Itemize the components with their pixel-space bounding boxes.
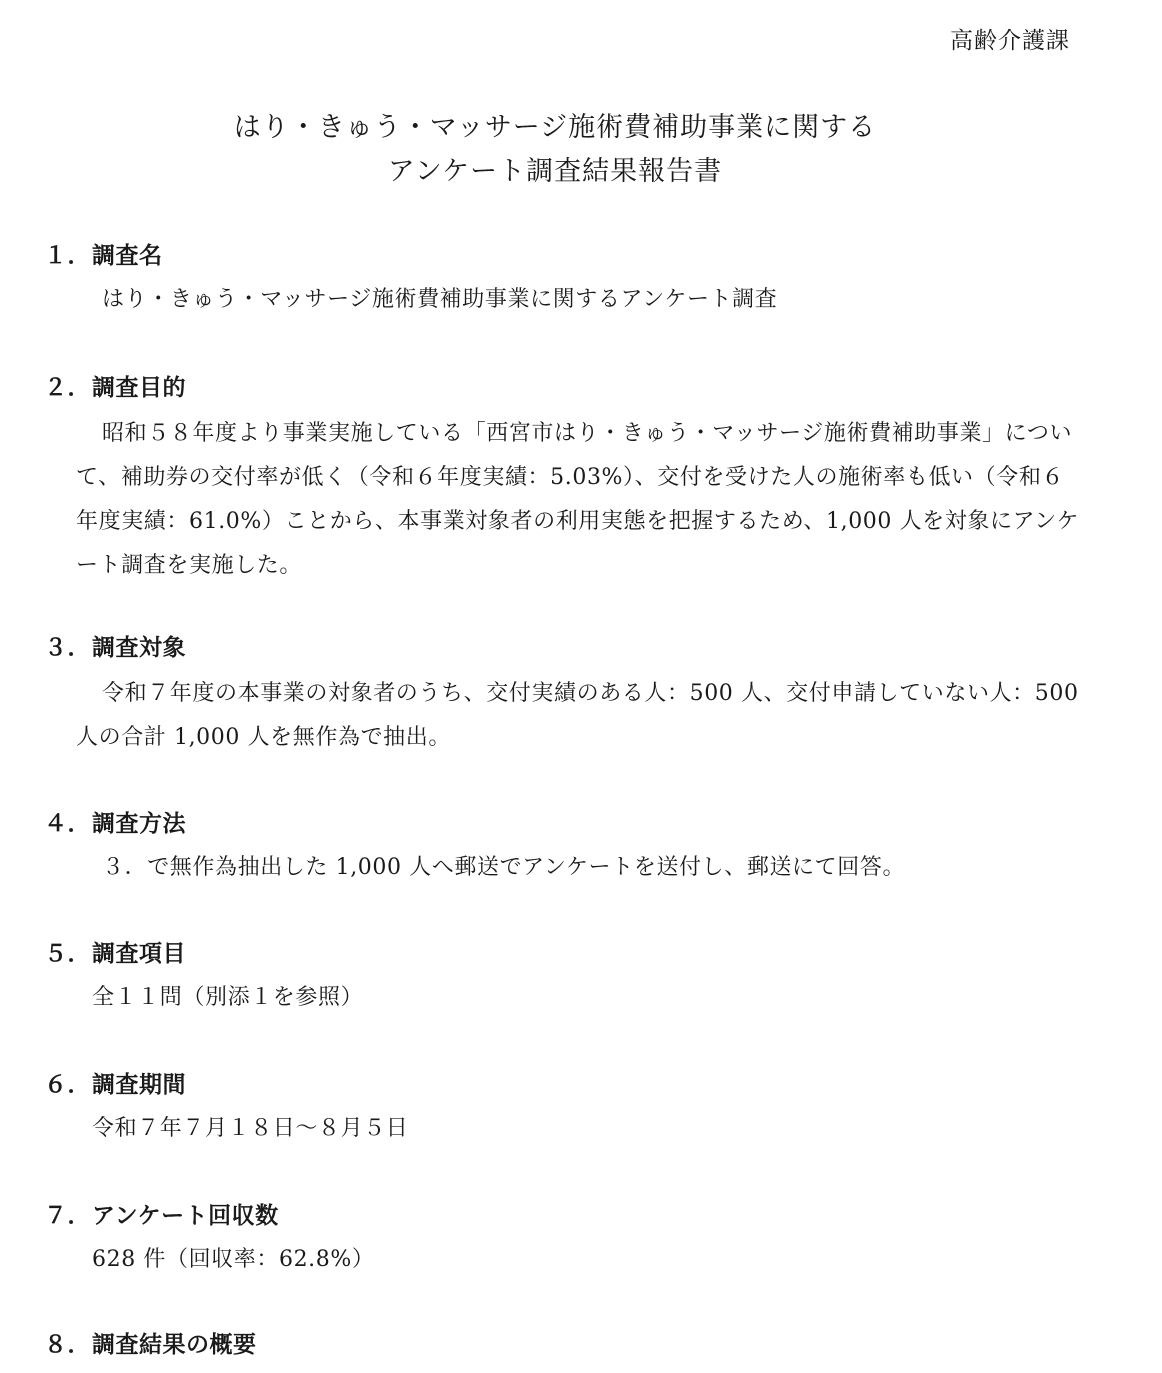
section-body: はり・きゅう・マッサージ施術費補助事業に関するアンケート調査: [102, 287, 778, 312]
section-number: ７．: [44, 1203, 91, 1229]
section-heading: [44, 1198, 1084, 1234]
section-survey-items: [44, 936, 1084, 1020]
section-number: ２．: [44, 375, 91, 401]
section-title: 調査期間: [92, 1072, 186, 1098]
section-survey-method: [44, 806, 1084, 890]
section-title: 調査結果の概要: [92, 1332, 257, 1358]
section-heading: [44, 238, 1084, 274]
section-body: 令和７年７月１８日～８月５日: [92, 1116, 409, 1141]
section-body: ３．で無作為抽出した 1,000 人へ郵送でアンケートを送付し、郵送にて回答。: [102, 855, 906, 880]
section-heading: [44, 1067, 1084, 1103]
section-title: 調査目的: [92, 375, 186, 401]
section-number: １．: [44, 243, 91, 269]
department-label: 高齢介護課: [950, 28, 1070, 54]
section-body: 令和７年度の本事業の対象者のうち、交付実績のある人：500 人、交付申請していない人：500 人の合計 1,000 人を無作為で抽出。: [76, 681, 1079, 750]
section-title: 調査名: [92, 243, 163, 269]
section-number: ４．: [44, 811, 91, 837]
section-title: アンケート回収数: [92, 1203, 279, 1229]
section-number: ８．: [44, 1332, 91, 1358]
title-line-2: アンケート調査結果報告書: [387, 156, 723, 187]
section-heading: [44, 630, 1084, 666]
section-heading: [44, 1327, 1084, 1363]
section-survey-purpose: [44, 370, 1084, 588]
title-line-1: はり・きゅう・マッサージ施術費補助事業に関する: [233, 112, 877, 143]
section-survey-name: [44, 238, 1084, 322]
section-survey-period: [44, 1067, 1084, 1151]
section-title: 調査項目: [92, 941, 186, 967]
section-response-count: [44, 1198, 1084, 1282]
section-survey-target: [44, 630, 1084, 760]
section-body: 昭和５８年度より事業実施している「西宮市はり・きゅう・マッサージ施術費補助事業」について、補助券の交付率が低く（令和６年度実績：5.03%）、交付を受けた人の施術率も低い（令和６年度実績：61.0%）ことから、本事業対象者の利用実態を把握するため、1,000 人を対象にアンケート調査を実施した。: [76, 421, 1080, 578]
section-body: 全１１問（別添１を参照）: [92, 985, 364, 1010]
section-number: ５．: [44, 941, 91, 967]
section-number: ６．: [44, 1072, 91, 1098]
section-title: 調査方法: [92, 811, 186, 837]
section-heading: [44, 806, 1084, 842]
section-results-summary: [44, 1327, 1084, 1363]
section-number: ３．: [44, 635, 91, 661]
document-title: [0, 106, 1110, 194]
section-body: 628 件（回収率：62.8%）: [92, 1247, 375, 1272]
section-heading: [44, 370, 1084, 406]
section-heading: [44, 936, 1084, 972]
section-title: 調査対象: [92, 635, 186, 661]
